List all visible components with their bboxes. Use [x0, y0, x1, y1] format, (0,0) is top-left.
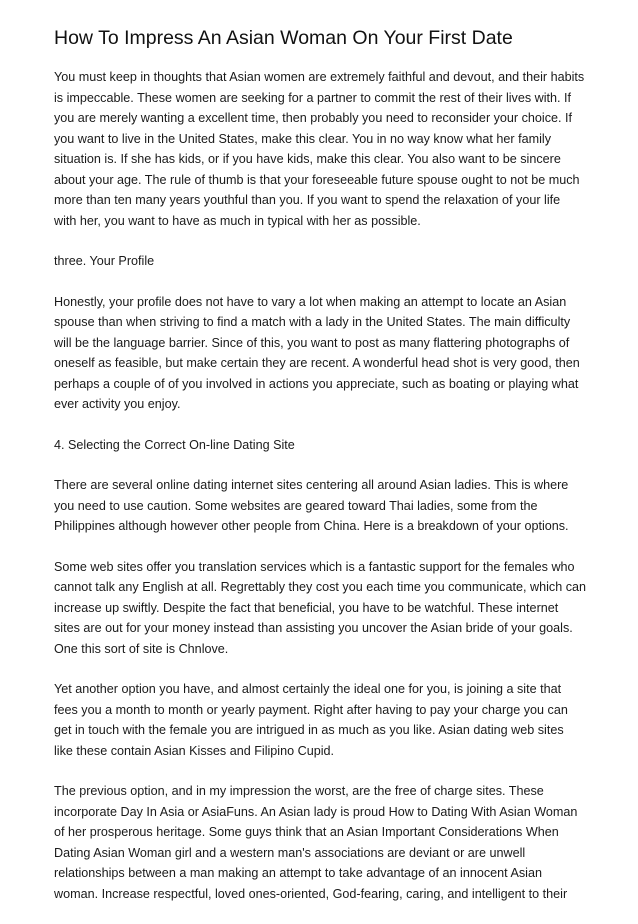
section-heading-dating-site: 4. Selecting the Correct On-line Dating Site	[54, 437, 295, 452]
paragraph-dating-sites: There are several online dating internet sites centering all around Asian ladies. This is where you need to use caution. Some websites are geared toward Thai ladies, some from the Philippines although however other people from China. Here is a breakdown of your options.	[54, 478, 569, 533]
paragraph-intro: You must keep in thoughts that Asian women are extremely faithful and devout, and their habits is impeccable. These women are seeking for a partner to commit the rest of their lives with. If you are merely wanting a excellent time, then probably you need to reconsider your choice. If you want to live in the United States, make this clear. You in no way know what her family situation is. If she has kids, or if you have kids, make this clear. You also want to be sincere about your age. The rule of thumb is that your foreseeable future spouse ought to not be much more than ten many years youthful than you. If you want to spend the relaxation of your life with her, you want to have as much in typical with her as possible.	[54, 70, 585, 228]
document-page	[54, 26, 586, 924]
paragraph-profile: Honestly, your profile does not have to vary a lot when making an attempt to locate an Asian spouse than when striving to find a match with a lady in the United States. The main difficulty will be the language barrier. Since of this, you want to post as many flattering photographs of oneself as feasible, but make certain they are recent. A wonderful head shot is very good, then perhaps a couple of of you involved in actions you appreciate, such as boating or playing what ever activity you enjoy.	[54, 294, 580, 411]
paragraph-translation-sites: Some web sites offer you translation services which is a fantastic support for the females who cannot talk any English at all. Regrettably they cost you each time you communicate, which can increase up swiftly. Despite the fact that beneficial, you have to be watchful. These internet sites are out for your money instead than assisting you uncover the Asian bride of your goals. One this sort of site is Chnlove.	[54, 559, 587, 656]
paragraph-free-sites: The previous option, and in my impression the worst, are the free of charge sites. These incorporate Day In Asia or AsiaFuns. An Asian lady is proud How to Dating With Asian Woman of her prosperous heritage. Some guys think that an Asian Important Considerations When Dating Asian Woman girl and a western man's associations are deviant or are unwell relationships between a man making an attempt to take advantage of an innocent Asian woman. Increase respectful, loved ones-oriented, God-fearing, caring, and intelligent to their	[54, 784, 578, 901]
document-title: How To Impress An Asian Woman On Your First Date	[54, 27, 513, 49]
paragraph-paid-sites: Yet another option you have, and almost certainly the ideal one for you, is joining a site that fees you a month to month or yearly payment. Right after having to pay your charge you can get in touch with the female you are intrigued in as much as you like. Asian dating web sites like these contain Asian Kisses and Filipino Cupid.	[54, 682, 568, 758]
section-heading-your-profile: three. Your Profile	[54, 254, 155, 268]
